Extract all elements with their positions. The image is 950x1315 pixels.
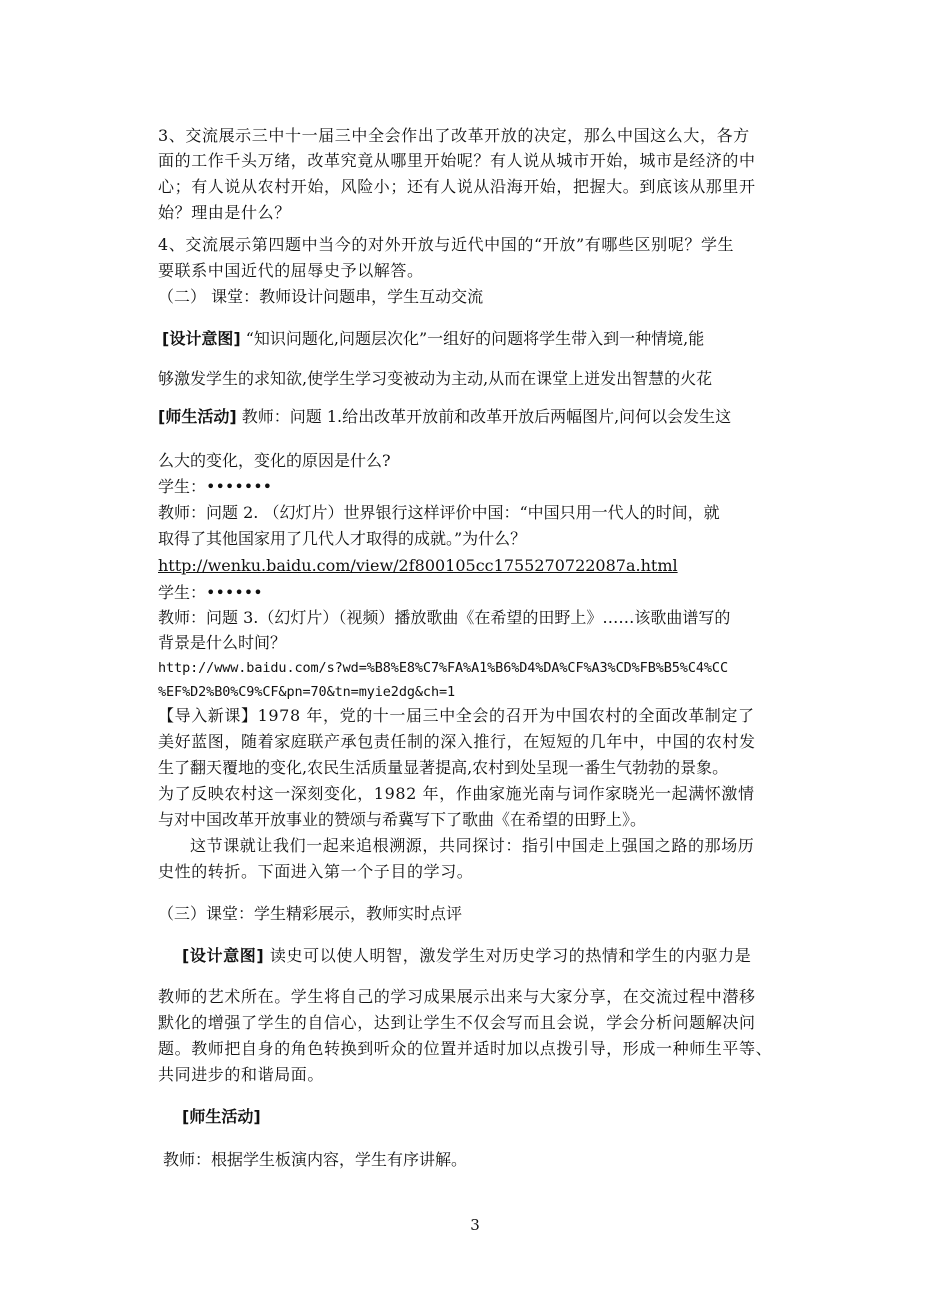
teacher-question-3-line-2: 背景是什么时间？ <box>158 633 287 652</box>
paragraph-3-line-4: 始？理由是什么？ <box>158 203 291 222</box>
teacher-question-3-line-1: 教师：问题 3.（幻灯片）（视频）播放歌曲《在希望的田野上》……该歌曲谱写的 <box>158 608 731 627</box>
design-intent-2-line-5: 共同进步的和谐局面。 <box>158 1065 325 1084</box>
design-intent-1 <box>162 328 704 350</box>
paragraph-3-line-3: 心；有人说从农村开始，风险小；还有人说从沿海开始，把握大。到底该从那里开 <box>158 177 756 196</box>
design-intent-label: [设计意图] <box>162 329 241 348</box>
student-response-2: 学生：•••••• <box>158 583 263 602</box>
teacher-activity-2-label: [师生活动] <box>182 1107 261 1126</box>
lesson-line-1: 这节课就让我们一起来追根溯源，共同探讨：指引中国走上强国之路的那场历 <box>190 836 755 855</box>
intro-line-3: 生了翻天覆地的变化,农民生活质量显著提高,农村到处呈现一番生气勃勃的景象。 <box>158 758 729 777</box>
design-intent-label: [设计意图] <box>182 946 265 965</box>
section-3-heading: （三）课堂：学生精彩展示，教师实时点评 <box>158 904 463 923</box>
intro-line-4: 为了反映农村这一深刻变化，1982 年，作曲家施光南与词作家晓光一起满怀激情 <box>158 784 755 803</box>
design-intent-text: 读史可以使人明智，激发学生对历史学习的热情和学生的内驱力是 <box>269 946 752 965</box>
baidu-url-line-2: %EF%D2%B0%C9%CF&pn=70&tn=myie2dg&ch=1 <box>158 684 456 700</box>
design-intent-2-line-4: 题。教师把自身的角色转换到听众的位置并适时加以点拨引导，形成一种师生平等、 <box>158 1039 773 1058</box>
intro-line-2: 美好蓝图，随着家庭联产承包责任制的深入推行，在短短的几年中，中国的农村发 <box>158 732 756 751</box>
teacher-question-2-line-2: 取得了其他国家用了几代人才取得的成就。”为什么？ <box>158 529 527 548</box>
paragraph-4-line-2: 要联系中国近代的屈辱史予以解答。 <box>158 261 424 280</box>
wenku-link[interactable]: http://wenku.baidu.com/view/2f800105cc1755270722087a.html <box>158 556 678 575</box>
paragraph-3-line-2: 面的工作千头万绪，改革究竟从哪里开始呢？有人说从城市开始，城市是经济的中 <box>158 151 756 170</box>
teacher-activity-text: 教师：问题 1.给出改革开放前和改革开放后两幅图片,问何以会发生这 <box>241 407 732 426</box>
teacher-activity-1 <box>158 406 731 428</box>
design-intent-text: “知识问题化,问题层次化”一组好的问题将学生带入到一种情境,能 <box>245 329 705 348</box>
section-2-heading: （二） 课堂：教师设计问题串，学生互动交流 <box>158 287 484 306</box>
paragraph-3-line-1: 3、交流展示三中十一届三中全会作出了改革开放的决定，那么中国这么大，各方 <box>158 126 750 145</box>
design-intent-2-line-3: 默化的增强了学生的自信心，达到让学生不仅会写而且会说，学会分析问题解决问 <box>158 1013 756 1032</box>
design-intent-2-line-2: 教师的艺术所在。学生将自己的学习成果展示出来与大家分享，在交流过程中潜移 <box>158 987 756 1006</box>
teacher-activity-1-line-2: 么大的变化，变化的原因是什么? <box>158 451 391 470</box>
lesson-line-2: 史性的转折。下面进入第一个子目的学习。 <box>158 862 474 881</box>
paragraph-4-line-1: 4、交流展示第四题中当今的对外开放与近代中国的“开放”有哪些区别呢？学生 <box>158 235 735 254</box>
baidu-url-line-1: http://www.baidu.com/s?wd=%B8%E8%C7%FA%A1%B6%D4%DA%CF%A3%CD%FB%B5%C4%CC <box>158 660 728 676</box>
intro-line-5: 与对中国改革开放事业的赞颂与希冀写下了歌曲《在希望的田野上》。 <box>158 810 647 829</box>
student-response-1: 学生：••••••• <box>158 477 273 496</box>
page-number: 3 <box>470 1216 480 1234</box>
design-intent-1-line-2: 够激发学生的求知欲,使学生学习变被动为主动,从而在课堂上迸发出智慧的火花 <box>158 369 713 388</box>
design-intent-2 <box>182 945 751 967</box>
teacher-final-note: 教师：根据学生板演内容，学生有序讲解。 <box>163 1150 468 1169</box>
teacher-question-2-line-1: 教师：问题 2. （幻灯片）世界银行这样评价中国：“中国只用一代人的时间，就 <box>158 503 720 522</box>
intro-line-1: 【导入新课】1978 年，党的十一届三中全会的召开为中国农村的全面改革制定了 <box>158 706 755 725</box>
teacher-activity-label: [师生活动] <box>158 407 237 426</box>
